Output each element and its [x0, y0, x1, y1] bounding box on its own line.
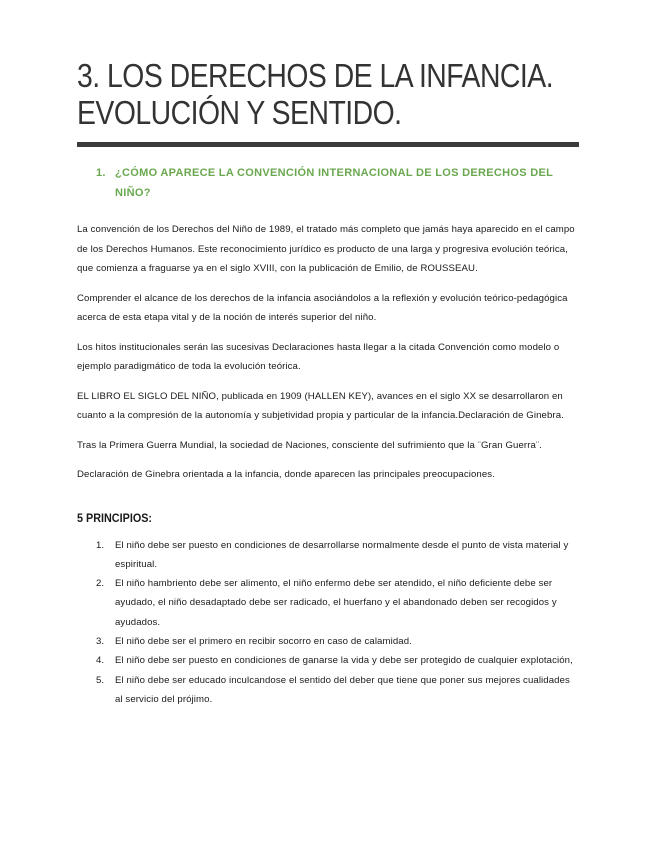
principle-number: 4.: [96, 655, 105, 667]
paragraph-5: Tras la Primera Guerra Mundial, la sociedad de Naciones, consciente del sufrimiento que la ¨Gran Guerra¨.: [77, 439, 542, 451]
principle-item-4: [77, 651, 578, 670]
paragraph-6: Declaración de Ginebra orientada a la infancia, donde aparecen las principales preocupaciones.: [77, 469, 495, 480]
principle-text: El niño debe ser educado inculcandose el sentido del deber que tiene que poner sus mejores cualidades al servicio del prójimo.: [115, 674, 570, 705]
question-number: 1.: [96, 167, 106, 179]
principle-item-5: [77, 671, 578, 710]
principle-number: 3.: [96, 635, 105, 647]
paragraph-3: Los hitos institucionales serán las sucesivas Declaraciones hasta llegar a la citada Convención como modelo o ejemplo paradigmático de toda la evolución teórica.: [77, 341, 560, 372]
principle-item-1: [77, 536, 578, 575]
paragraph-2: Comprender el alcance de los derechos de la infancia asociándolos a la reflexión y evolución teórico-pedagógica acerca de esta etapa vital y de la noción de interés superior del niño.: [77, 292, 568, 323]
title-divider: [77, 142, 579, 147]
section-question: [77, 163, 578, 203]
principles-list: [77, 536, 578, 710]
paragraph-4: EL LIBRO EL SIGLO DEL NIÑO, publicada en 1909 (HALLEN KEY), avances en el siglo XX se desarrollaron en cuanto a la compresión de la autonomía y subjetividad propia y particular de la infancia.Declaración de Ginebra.: [77, 390, 564, 421]
page-title: [77, 0, 577, 131]
principle-text: El niño debe ser puesto en condiciones de ganarse la vida y debe ser protegido de cualquier explotación,: [115, 655, 573, 667]
principle-text: El niño debe ser puesto en condiciones de desarrollarse normalmente desde el punto de vista material y espiritual.: [115, 539, 569, 570]
principle-number: 1.: [96, 539, 105, 551]
principle-item-2: [77, 574, 578, 632]
principle-item-3: [77, 632, 578, 651]
question-text: ¿CÓMO APARECE LA CONVENCIÓN INTERNACIONAL DE LOS DERECHOS DEL NIÑO?: [115, 167, 553, 199]
principle-text: El niño hambriento debe ser alimento, el niño enfermo debe ser atendido, el niño deficiente debe ser ayudado, el niño desadaptado debe ser radicado, el huerfano y el abandonado deben ser recogidos y ayudados.: [115, 578, 557, 628]
principle-number: 5.: [96, 674, 105, 686]
principle-number: 2.: [96, 578, 105, 590]
title-line-2: EVOLUCIÓN Y SENTIDO.: [77, 94, 402, 131]
paragraph-1: La convención de los Derechos del Niño de 1989, el tratado más completo que jamás haya aparecido en el campo de los Derechos Humanos. Este reconocimiento jurídico es producto de una larga y progresiva evolución teórica, que comienza a fraguarse ya en el siglo XVIII, con la publicación de Emilio, de ROUSSEAU.: [77, 224, 575, 274]
principles-heading: 5 PRINCIPIOS:: [77, 510, 153, 525]
title-line-1: 3. LOS DERECHOS DE LA INFANCIA.: [77, 57, 554, 94]
principle-text: El niño debe ser el primero en recibir socorro en caso de calamidad.: [115, 635, 412, 647]
section-question-list: [77, 163, 578, 203]
